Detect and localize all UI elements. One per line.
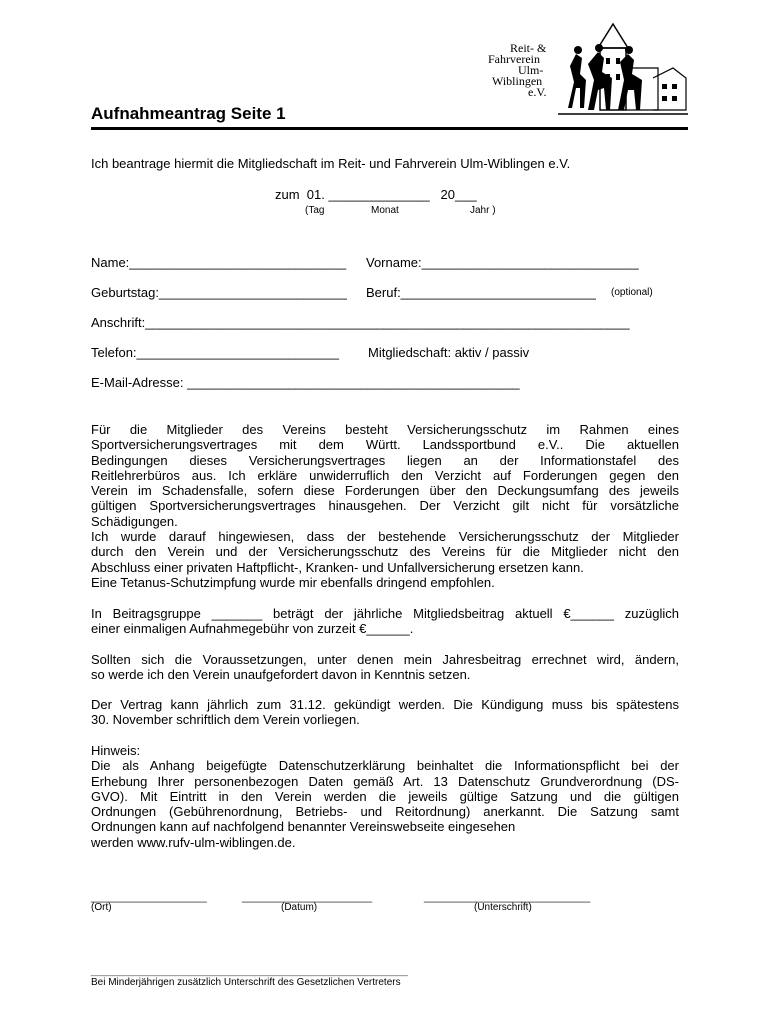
intro-text: Ich beantrage hiermit die Mitgliedschaft im Reit- und Fahrverein Ulm-Wiblingen e.V.: [91, 156, 571, 171]
horse-riders-castle-icon: [558, 18, 688, 118]
cancellation-paragraph: [91, 697, 679, 728]
text-line: Sportversicherungsvertrages mit dem Württ. Landssportbund e.V.. Die aktuellen: [91, 437, 679, 453]
mitgliedschaft-field[interactable]: Mitgliedschaft: aktiv / passiv: [368, 345, 530, 360]
guardian-signature-line[interactable]: ____________________________________________________________: [91, 966, 409, 977]
ort-label: (Ort): [91, 902, 112, 913]
beruf-field[interactable]: Beruf:___________________________: [366, 285, 596, 300]
page-title: Aufnahmeantrag Seite 1: [91, 104, 286, 123]
text-line: Hinweis:: [91, 743, 141, 758]
change-paragraph: [91, 652, 679, 683]
beruf-optional-label: (optional): [611, 287, 653, 298]
logo-line-4: Wiblingen: [492, 74, 543, 88]
hint-paragraph: [91, 743, 679, 850]
unterschrift-signature-line[interactable]: _______________________: [424, 888, 591, 903]
date-label-monat: Monat: [371, 205, 399, 216]
text-line: Die als Anhang beigefügte Datenschutzerklärung beinhaltet die Informationspflicht bei der: [91, 758, 679, 774]
club-logo: [478, 18, 688, 118]
fee-paragraph: [91, 606, 679, 637]
geburtstag-field[interactable]: Geburtstag:__________________________: [91, 285, 347, 300]
vorname-field[interactable]: Vorname:______________________________: [366, 255, 639, 270]
telefon-field[interactable]: Telefon:____________________________: [91, 345, 339, 360]
text-line: Verein im Schadensfalle, sofern diese Forderungen über den Deckungsumfang des jeweils: [91, 483, 679, 499]
logo-line-2: Fahrverein: [488, 52, 540, 66]
text-line: einer einmaligen Aufnahmegebühr von zurzeit €______.: [91, 621, 414, 637]
guardian-label: Bei Minderjährigen zusätzlich Unterschrift des Gesetzlichen Vertreters: [91, 977, 401, 988]
text-line: Der Vertrag kann jährlich zum 31.12. gekündigt werden. Die Kündigung muss bis spätestens: [91, 697, 679, 712]
anschrift-field[interactable]: Anschrift:___________________________________________________________________: [91, 315, 630, 330]
name-field[interactable]: Name:______________________________: [91, 255, 347, 270]
title-rule: [91, 127, 688, 130]
text-line: Reitlehrerbüros aus. Ich erkläre unwiderruflich den Verzicht auf Forderungen gegen den: [91, 467, 679, 483]
text-line: Ordnungen kann auf nachfolgend benannter Vereinswebseite eingesehen: [91, 819, 516, 835]
unterschrift-label: (Unterschrift): [474, 902, 532, 913]
website-link[interactable]: werden www.rufv-ulm-wiblingen.de.: [91, 834, 296, 850]
text-line: Ich wurde darauf hingewiesen, dass der bestehende Versicherungsschutz der Mitglieder: [91, 529, 679, 545]
insurance-paragraph: [91, 422, 679, 590]
text-line: Schädigungen.: [91, 513, 178, 529]
email-field[interactable]: E-Mail-Adresse: ______________________________________________: [91, 375, 520, 390]
date-label-tag: (Tag: [305, 205, 325, 216]
text-line: 30. November schriftlich dem Verein vorliegen.: [91, 712, 360, 728]
logo-line-1: Reit- &: [510, 41, 547, 55]
datum-signature-line[interactable]: __________________: [242, 888, 373, 903]
date-label-jahr: Jahr ): [470, 205, 496, 216]
text-line: Bedingungen dieses Versicherungsvertrages liegen an der Informationstafel des: [91, 452, 679, 468]
text-line: Abschluss einer privaten Haftpflicht-, Kranken- und Unfallversicherung ersetzen kann.: [91, 559, 584, 575]
text-line: In Beitragsgruppe _______ beträgt der jährliche Mitgliedsbeitrag aktuell €______ zuzüglich: [91, 606, 679, 621]
ort-signature-line[interactable]: ________________: [91, 888, 207, 903]
text-line: gültigen Sportversicherungsvertrages hinausgehen. Der Verzicht gilt nicht für vorsätzliche: [91, 498, 679, 514]
text-line: Ordnungen (Gebührenordnung, Betriebs- und Reitordnung) anerkannt. Die Satzung samt: [91, 804, 679, 820]
text-line: Erhebung Ihrer personenbezogen Daten gemäß Art. 13 Datenschutz Grundverordnung (DS-: [91, 773, 679, 789]
logo-line-3: Ulm-: [518, 63, 544, 77]
text-line: so werde ich den Verein unaufgefordert davon in Kenntnis setzen.: [91, 667, 471, 683]
logo-line-5: e.V.: [528, 85, 547, 99]
text-line: durch den Verein und der Versicherungsschutz des Vereins für die Mitglieder nicht den: [91, 544, 679, 560]
text-line: Eine Tetanus-Schutzimpfung wurde mir ebenfalls dringend empfohlen.: [91, 574, 495, 590]
datum-label: (Datum): [281, 902, 318, 913]
date-line: zum 01. ______________ 20___: [275, 187, 477, 202]
text-line: Für die Mitglieder des Vereins besteht Versicherungsschutz im Rahmen eines: [91, 422, 679, 437]
text-line: Sollten sich die Voraussetzungen, unter denen mein Jahresbeitrag errechnet wird, ändern,: [91, 652, 679, 667]
text-line: GVO). Mit Eintritt in den Verein werden die jeweils gültige Satzung und die gültigen: [91, 788, 679, 804]
